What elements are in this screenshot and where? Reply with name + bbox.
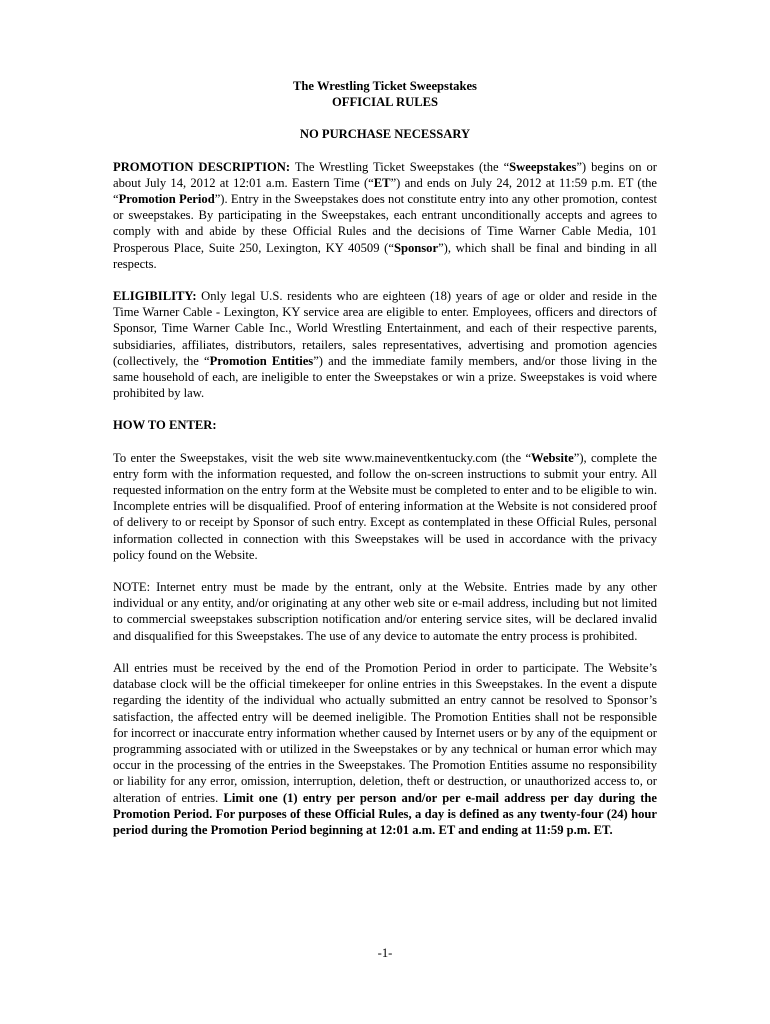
promotion-text-4: ”). Entry in the Sweepstakes does not constitute entry into any other promotion, contest or sweepstakes. By participating in the Sweepstakes, each entrant unconditionally accepts and agrees to comply with and abide by these Official Rules and the decisions of Time Warner Cable Media, 101 Prosperous Place, Suite 250, Lexington, KY 40509 (“ bbox=[113, 192, 657, 255]
promotion-term-period: Promotion Period bbox=[118, 192, 215, 207]
enter-text-2: ”), complete the entry form with the information requested, and follow the on-screen instructions to submit your entry. All requested information on the entry form at the Website must be completed to enter and to be eligible to win. Incomplete entries will be disqualified. Proof of entering information at the Website is not considered proof of delivery to or receipt by Sponsor of such entry. Except as contemplated in these Official Rules, personal information collected in connection with this Sweepstakes will be used in accordance with the privacy policy found on the Website. bbox=[113, 450, 657, 562]
promotion-text-3: ”) and ends on July 24, 2012 at 11:59 p.m. ET (the “ bbox=[113, 175, 657, 207]
entries-text: All entries must be received by the end of the Promotion Period in order to participate. The Website’s database clock will be the official timekeeper for online entries in this Sweepstakes. In the event a dispute regarding the identity of the individual who actually submitted an entry cannot be resolved to Sponsor’s satisfaction, the affected entry will be deemed ineligible. The Promotion Entities shall not be responsible for incorrect or inaccurate entry information whether caused by Internet users or by any of the equipment or programming associated with or utilized in the Sweepstakes or by any technical or human error which may occur in the processing of the entries in the Sweepstakes. The Promotion Entities assume no responsibility or liability for any error, omission, interruption, deletion, theft or destruction, or unauthorized access to, or alteration of entries. bbox=[113, 660, 657, 805]
promotion-description-paragraph bbox=[113, 159, 657, 272]
promotion-term-sponsor: Sponsor bbox=[393, 240, 439, 255]
eligibility-text-2: ”) and the immediate family members, and/or those living in the same household of each, are ineligible to enter the Sweepstakes or win a prize. Sweepstakes is void where prohibited by law. bbox=[113, 353, 657, 401]
entries-limit-bold: Limit one (1) entry per person and/or per e-mail address per day during the Promotion Period. For purposes of these Official Rules, a day is defined as any twenty-four (24) hour period during the Promotion Period beginning at 12:01 a.m. ET and ending at 11:59 p.m. ET. bbox=[113, 790, 657, 837]
promotion-text-1: The Wrestling Ticket Sweepstakes (the “ bbox=[290, 159, 510, 174]
document-body bbox=[113, 78, 657, 838]
document-subtitle: OFFICIAL RULES bbox=[331, 95, 439, 110]
promotion-term-et: ET bbox=[373, 175, 391, 190]
promotion-text-2: ”) begins on or about July 14, 2012 at 12:01 a.m. Eastern Time (“ bbox=[113, 159, 657, 190]
document-title: The Wrestling Ticket Sweepstakes bbox=[293, 79, 477, 93]
enter-term-website: Website bbox=[531, 450, 574, 465]
eligibility-heading: ELIGIBILITY: bbox=[113, 289, 197, 304]
promotion-text-5: ”), which shall be final and binding in all respects. bbox=[113, 240, 657, 271]
no-purchase-notice: NO PURCHASE NECESSARY bbox=[299, 127, 471, 142]
eligibility-term-entities: Promotion Entities bbox=[209, 353, 314, 368]
eligibility-paragraph bbox=[113, 288, 657, 401]
enter-text-1: To enter the Sweepstakes, visit the web site www.maineventkentucky.com (the “ bbox=[113, 450, 532, 465]
entries-paragraph bbox=[113, 660, 657, 838]
note-paragraph: NOTE: Internet entry must be made by the entrant, only at the Website. Entries made by any other individual or any entity, and/or originating at any other web site or e-mail address, including but not limited to commercial sweepstakes subscription notification and/or entering service sites, will be declared invalid and disqualified for this Sweepstakes. The use of any device to automate the entry process is prohibited. bbox=[113, 580, 657, 643]
page-number: -1- bbox=[377, 946, 393, 960]
promotion-description-heading: PROMOTION DESCRIPTION: bbox=[113, 159, 291, 174]
how-to-enter-heading: HOW TO ENTER: bbox=[113, 418, 217, 433]
how-to-enter-paragraph bbox=[113, 450, 657, 563]
promotion-term-sweepstakes: Sweepstakes bbox=[509, 159, 577, 174]
eligibility-text-1: Only legal U.S. residents who are eighteen (18) years of age or older and reside in the Time Warner Cable - Lexington, KY service area are eligible to enter. Employees, officers and directors of Sponsor, Time Warner Cable Inc., World Wrestling Entertainment, and each of their respective parents, subsidiaries, affiliates, distributors, retailers, sales representatives, advertising and promotion agencies (collectively, the “ bbox=[113, 289, 657, 368]
